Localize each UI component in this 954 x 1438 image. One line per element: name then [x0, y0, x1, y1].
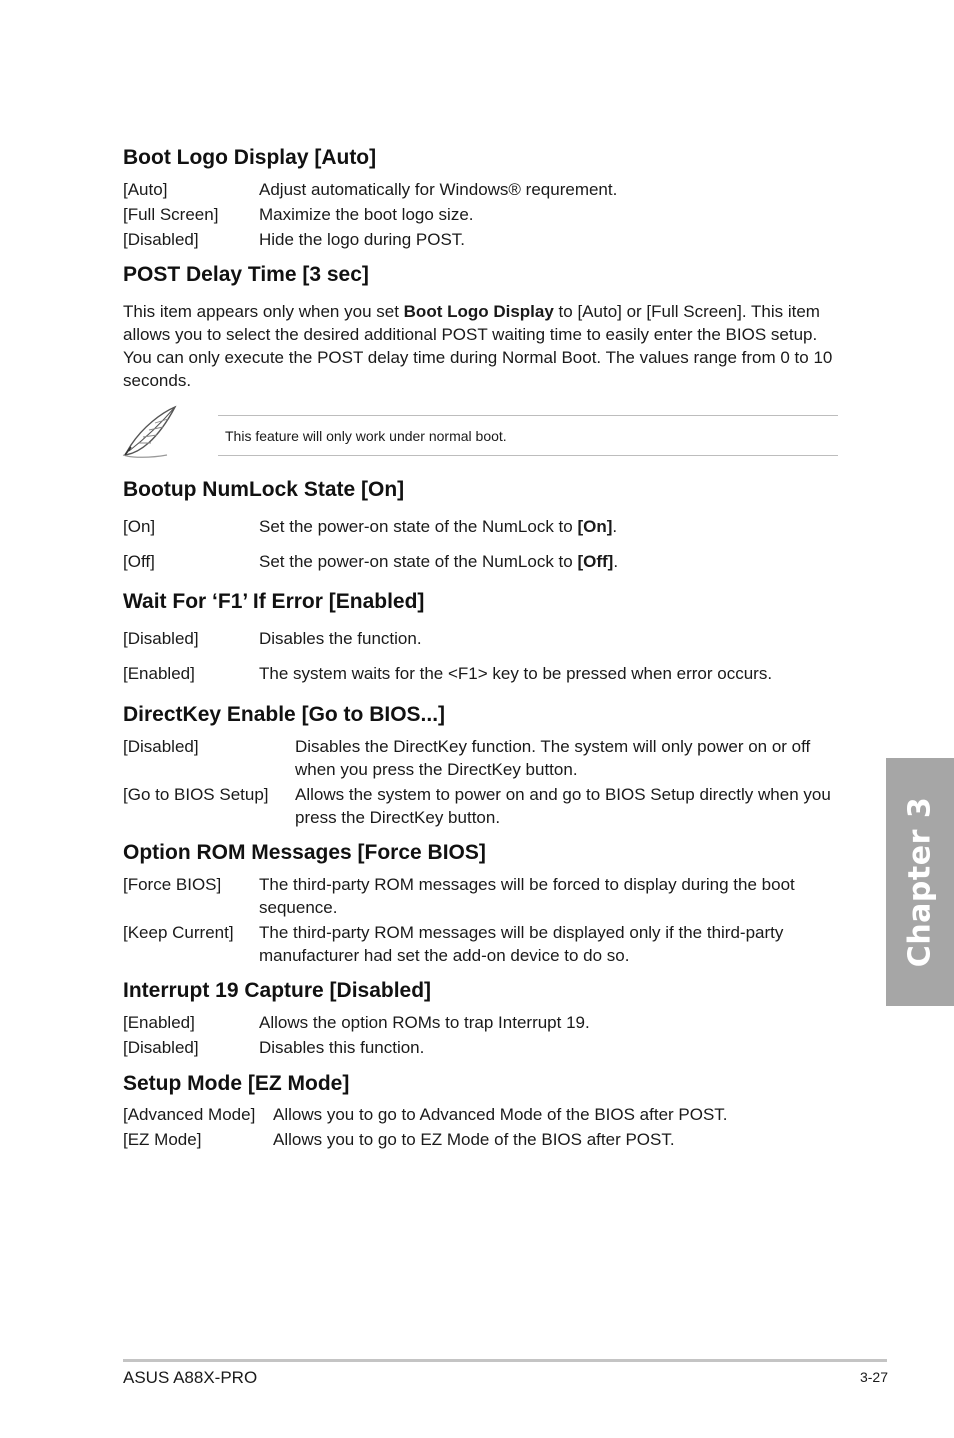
pen-icon: [121, 403, 181, 459]
option-desc: Hide the logo during POST.: [259, 230, 466, 249]
option-key: [Full Screen]: [123, 205, 219, 224]
option-key: [Auto]: [123, 180, 168, 199]
option-desc: Allows the option ROMs to trap Interrupt 19.: [259, 1013, 590, 1032]
option-key: [Disabled]: [123, 629, 199, 648]
option-key: [Advanced Mode]: [123, 1105, 256, 1124]
option-key: [Disabled]: [123, 1038, 199, 1057]
option-desc: Adjust automatically for Windows® requrement.: [259, 180, 618, 199]
post-delay-paragraph: [123, 300, 835, 392]
section-title-interrupt19: Interrupt 19 Capture [Disabled]: [123, 979, 432, 1002]
section-title-boot-logo: Boot Logo Display [Auto]: [123, 146, 377, 169]
option-desc: Set the power-on state of the NumLock to [On].: [259, 517, 618, 536]
note-bottom-rule: [218, 455, 838, 456]
footer-product-name: ASUS A88X-PRO: [123, 1368, 258, 1387]
note-top-rule: [218, 415, 838, 416]
footer-rule: [123, 1359, 887, 1362]
option-key: [Enabled]: [123, 664, 195, 683]
option-desc: The third-party ROM messages will be displayed only if the third-party manufacturer had set the add-on device to do so.: [259, 923, 784, 965]
option-key: [Off]: [123, 552, 155, 571]
option-key: [Keep Current]: [123, 923, 234, 942]
option-key: [Disabled]: [123, 230, 199, 249]
option-desc: Allows you to go to EZ Mode of the BIOS after POST.: [273, 1130, 675, 1149]
section-title-option-rom: Option ROM Messages [Force BIOS]: [123, 841, 486, 864]
section-title-numlock: Bootup NumLock State [On]: [123, 478, 405, 501]
option-desc: Disables this function.: [259, 1038, 425, 1057]
option-desc: Maximize the boot logo size.: [259, 205, 474, 224]
section-title-post-delay: POST Delay Time [3 sec]: [123, 263, 369, 286]
option-desc: The third-party ROM messages will be forced to display during the boot sequence.: [259, 875, 795, 917]
chapter-tab: [886, 758, 954, 1006]
option-desc: Set the power-on state of the NumLock to [Off].: [259, 552, 619, 571]
option-key: [EZ Mode]: [123, 1130, 202, 1149]
option-desc: Allows the system to power on and go to BIOS Setup directly when you press the DirectKey button.: [295, 785, 831, 827]
option-desc: Allows you to go to Advanced Mode of the BIOS after POST.: [273, 1105, 728, 1124]
option-desc: Disables the DirectKey function. The system will only power on or off when you press the DirectKey button.: [295, 737, 811, 779]
option-key: [Force BIOS]: [123, 875, 222, 894]
option-desc: Disables the function.: [259, 629, 422, 648]
footer-page-number: 3-27: [859, 1369, 888, 1385]
option-desc: The system waits for the <F1> key to be pressed when error occurs.: [259, 664, 773, 683]
chapter-label: Chapter 3: [902, 796, 938, 968]
section-title-wait-f1: Wait For ‘F1’ If Error [Enabled]: [123, 590, 425, 613]
section-title-directkey: DirectKey Enable [Go to BIOS...]: [123, 703, 446, 726]
option-key: [Enabled]: [123, 1013, 195, 1032]
option-key: [On]: [123, 517, 156, 536]
paragraph-text: This item appears only when you set: [123, 302, 404, 321]
paragraph-bold-term: Boot Logo Display: [403, 302, 554, 321]
option-key: [Disabled]: [123, 737, 199, 756]
section-title-setup-mode: Setup Mode [EZ Mode]: [123, 1072, 350, 1095]
option-key: [Go to BIOS Setup]: [123, 785, 269, 804]
note-text: This feature will only work under normal boot.: [225, 428, 507, 444]
paragraph-text: to [Auto] or [Full Screen]. This item allows you to select the desired additional POST waiting time to easily enter the BIOS setup. You can only execute the POST delay time during Normal Boot. The values range from 0 to 10 seconds.: [123, 302, 833, 390]
